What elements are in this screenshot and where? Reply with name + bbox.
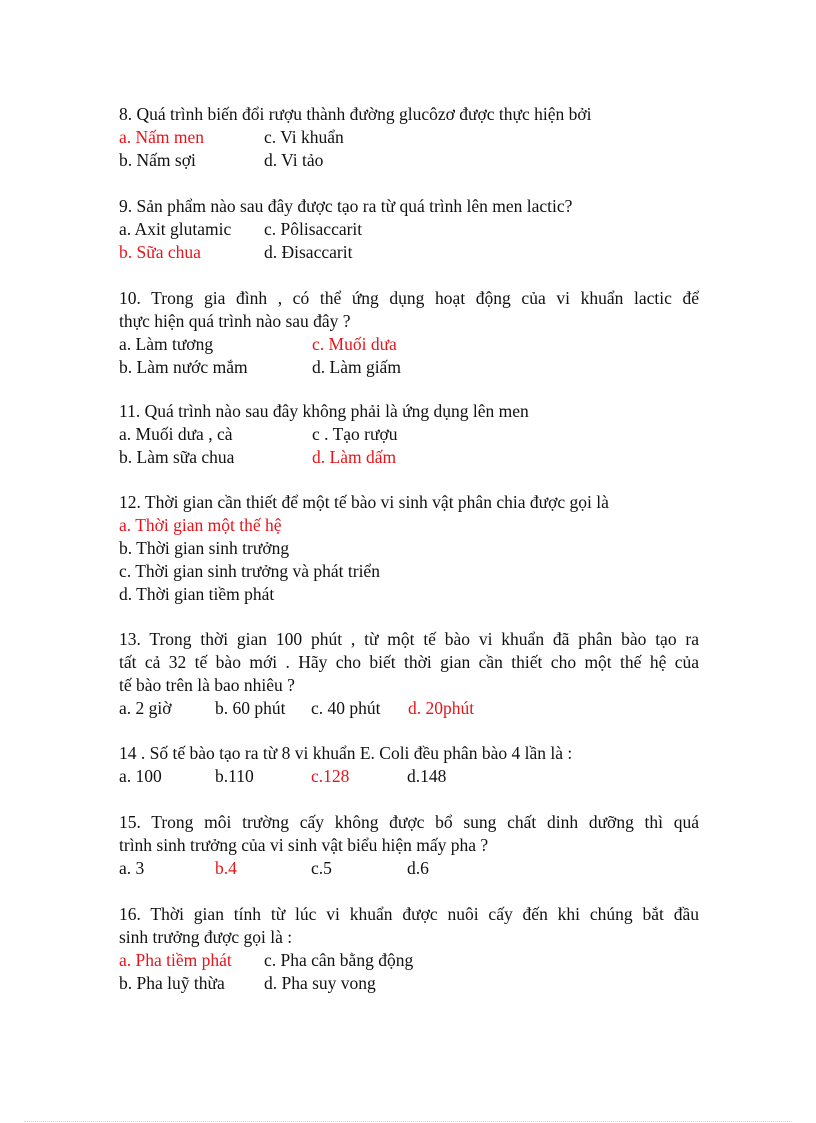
question-14	[119, 742, 699, 788]
question-10	[119, 287, 699, 379]
answer-row	[119, 537, 699, 560]
answer-option: a. 100	[119, 766, 162, 786]
answer-option: b. Nấm sợi	[119, 150, 196, 170]
answer-option: a. Làm tương	[119, 334, 214, 354]
answer-row	[119, 241, 699, 264]
question-text-line: sinh trưởng được gọi là :	[119, 927, 293, 947]
question-11	[119, 400, 699, 469]
question-9	[119, 195, 699, 264]
answer-row	[119, 697, 699, 720]
answer-row	[119, 126, 699, 149]
answer-option: d. Pha suy vong	[264, 973, 376, 993]
question-16	[119, 903, 699, 995]
answer-option: a. 2 giờ	[119, 698, 172, 718]
correct-answer-option: b.4	[215, 858, 237, 878]
question-12	[119, 491, 699, 606]
correct-answer-option: c. Muối dưa	[312, 334, 397, 354]
question-text-line: tế bào trên là bao nhiêu ?	[119, 675, 295, 695]
answer-row	[119, 218, 699, 241]
answer-option: c . Tạo rượu	[312, 424, 398, 444]
answer-option: a. 3	[119, 858, 145, 878]
answer-row	[119, 949, 699, 972]
question-13	[119, 628, 699, 720]
question-text-line: thực hiện quá trình nào sau đây ?	[119, 311, 351, 331]
question-text-line: 8. Quá trình biến đổi rượu thành đường glucôzơ được thực hiện bởi	[119, 104, 592, 124]
answer-option: a. Muối dưa , cà	[119, 424, 233, 444]
answer-row	[119, 514, 699, 537]
question-text-line: 15. Trong môi trường cấy không được bổ sung chất dinh dưỡng thì quá	[119, 812, 699, 832]
answer-option: d. Đisaccarit	[264, 242, 353, 262]
answer-option: b. 60 phút	[215, 698, 286, 718]
question-text-line: 16. Thời gian tính từ lúc vi khuẩn được nuôi cấy đến khi chúng bắt đầu	[119, 904, 699, 924]
question-text-line: 14 . Số tế bào tạo ra từ 8 vi khuẩn E. Coli đều phân bào 4 lần là :	[119, 743, 573, 763]
answer-option: d. Làm giấm	[312, 357, 401, 377]
answer-option: d.148	[407, 766, 447, 786]
answer-option: c. Pha cân bằng động	[264, 950, 414, 970]
correct-answer-option: a. Thời gian một thế hệ	[119, 515, 282, 535]
question-text-line: 9. Sản phẩm nào sau đây được tạo ra từ quá trình lên men lactic?	[119, 196, 573, 216]
answer-option: c. 40 phút	[311, 698, 381, 718]
question-text-line: trình sinh trưởng của vi sinh vật biểu hiện mấy pha ?	[119, 835, 489, 855]
question-text-line: 11. Quá trình nào sau đây không phải là ứng dụng lên men	[119, 401, 529, 421]
correct-answer-option: b. Sữa chua	[119, 242, 201, 262]
answer-option: c. Vi khuẩn	[264, 127, 344, 147]
correct-answer-option: a. Pha tiềm phát	[119, 950, 232, 970]
answer-row	[119, 972, 699, 995]
answer-row	[119, 333, 699, 356]
answer-row	[119, 857, 699, 880]
answer-option: b.110	[215, 766, 254, 786]
answer-option: a. Axit glutamic	[119, 219, 232, 239]
answer-option: b. Pha luỹ thừa	[119, 973, 225, 993]
answer-row	[119, 560, 699, 583]
question-text-line: 12. Thời gian cần thiết để một tế bào vi sinh vật phân chia được gọi là	[119, 492, 609, 512]
answer-row	[119, 583, 699, 606]
question-text-line: 13. Trong thời gian 100 phút , từ một tế bào vi khuẩn đã phân bào tạo ra	[119, 629, 699, 649]
page-bottom-rule	[24, 1121, 792, 1122]
answer-option: d. Vi tảo	[264, 150, 324, 170]
answer-row	[119, 446, 699, 469]
question-text-line: 10. Trong gia đình , có thể ứng dụng hoạt động của vi khuẩn lactic để	[119, 288, 699, 308]
correct-answer-option: d. Làm dấm	[312, 447, 397, 467]
answer-option: d. Thời gian tiềm phát	[119, 584, 275, 604]
correct-answer-option: a. Nấm men	[119, 127, 205, 147]
answer-option: b. Thời gian sinh trưởng	[119, 538, 290, 558]
answer-option: c. Thời gian sinh trưởng và phát triển	[119, 561, 380, 581]
answer-row	[119, 765, 699, 788]
answer-option: c.5	[311, 858, 332, 878]
question-15	[119, 811, 699, 880]
answer-row	[119, 149, 699, 172]
correct-answer-option: c.128	[311, 766, 350, 786]
answer-option: b. Làm nước mắm	[119, 357, 248, 377]
answer-row	[119, 423, 699, 446]
answer-option: d.6	[407, 858, 429, 878]
question-8	[119, 103, 699, 172]
answer-option: c. Pôlisaccarit	[264, 219, 363, 239]
correct-answer-option: d. 20phút	[408, 698, 475, 718]
question-text-line: tất cả 32 tế bào mới . Hãy cho biết thời gian cần thiết cho một thế hệ của	[119, 652, 699, 672]
answer-row	[119, 356, 699, 379]
answer-option: b. Làm sữa chua	[119, 447, 235, 467]
